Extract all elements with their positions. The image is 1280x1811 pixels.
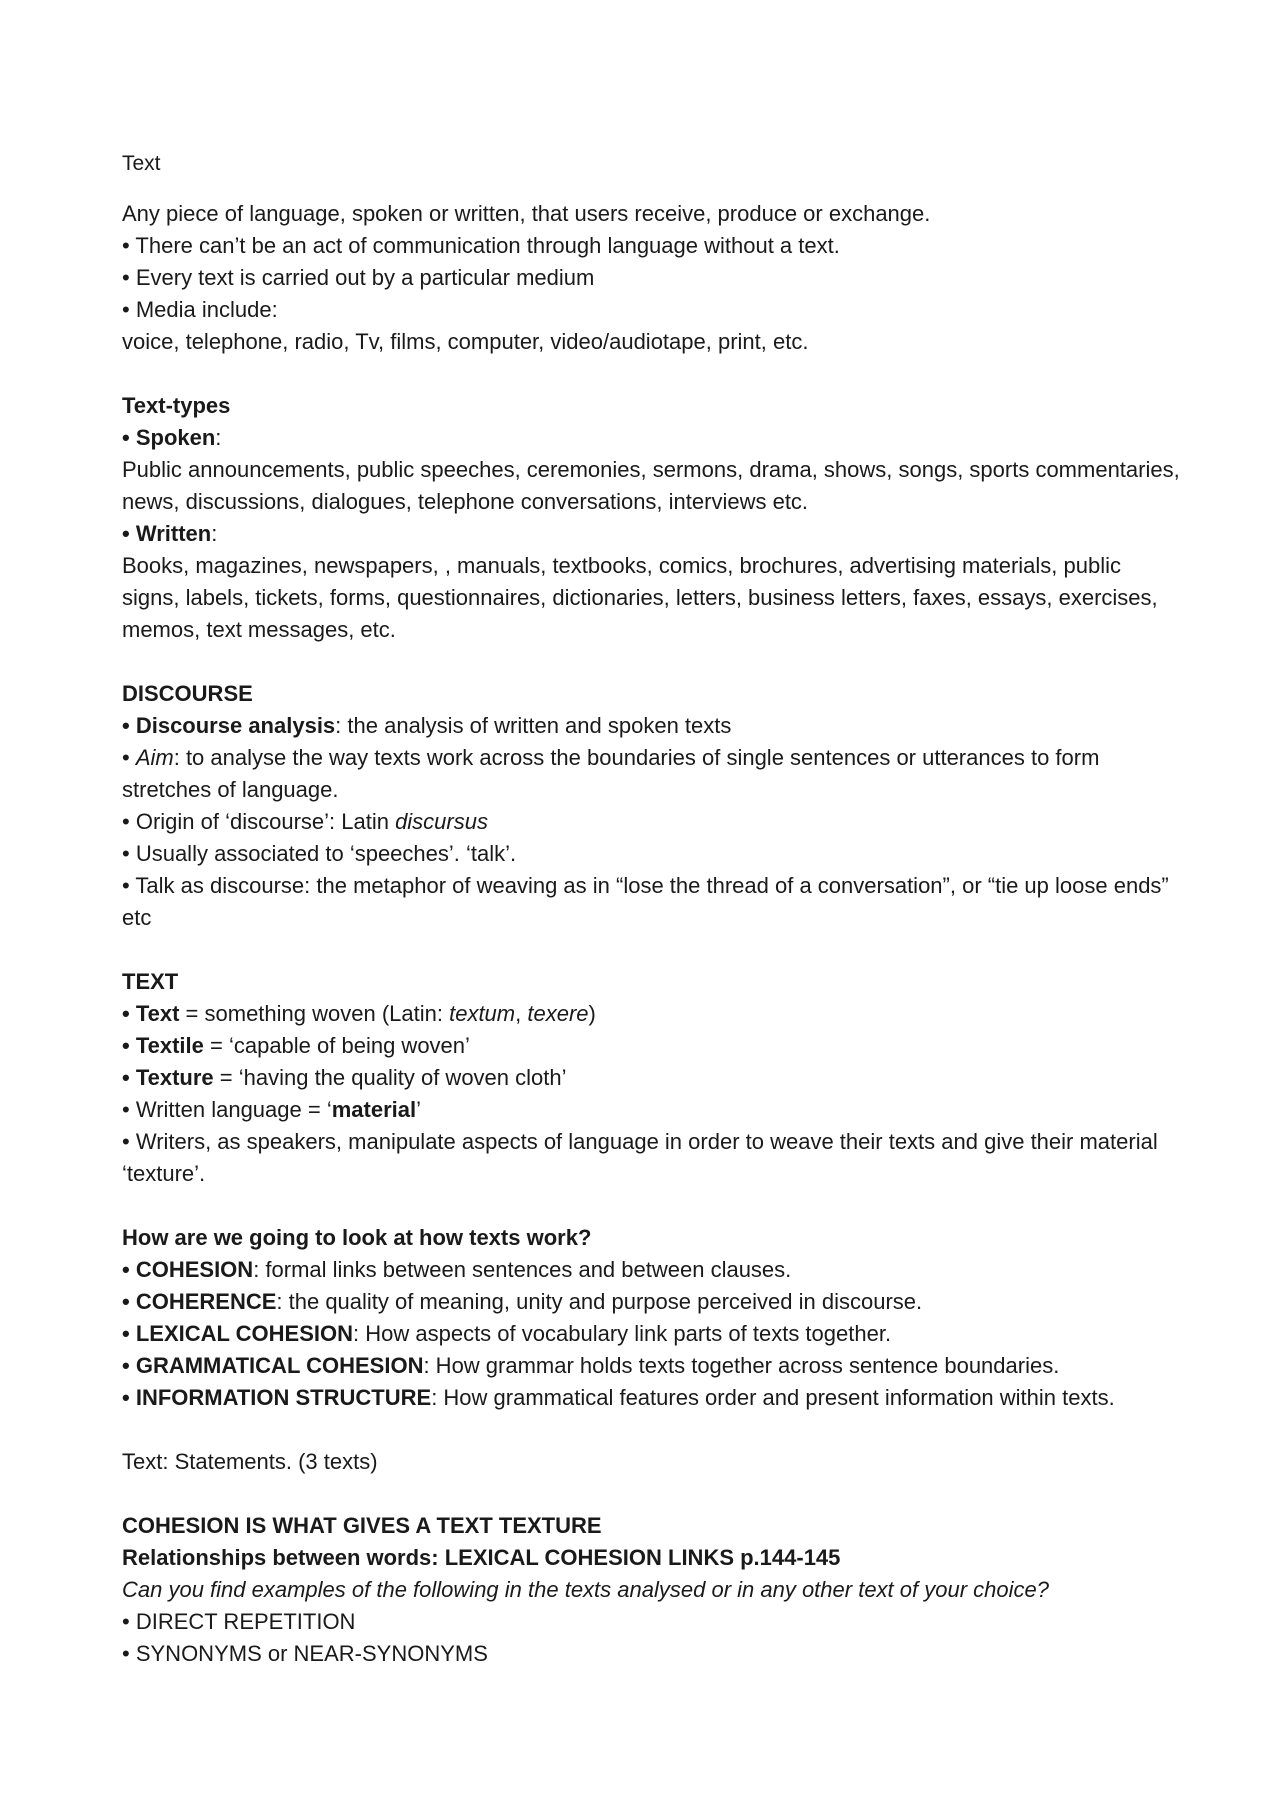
discourse-bullet: • Talk as discourse: the metaphor of weaving as in “lose the thread of a conversation”, or “tie up loose ends” etc (122, 873, 1169, 930)
text-bullet: • Textile = ‘capable of being woven’ (122, 1033, 470, 1058)
text-bullet: • Text = something woven (Latin: textum, texere) (122, 1001, 596, 1026)
how-item: • COHESION: formal links between sentences and between clauses. (122, 1257, 792, 1282)
statements-line: Text: Statements. (3 texts) (122, 1449, 378, 1474)
document-title: Text (122, 152, 161, 175)
document-page (122, 148, 1182, 1670)
written-list: Books, magazines, newspapers, , manuals, textbooks, comics, brochures, advertising materials, public signs, labels, tickets, forms, questionnaires, dictionaries, letters, business letters, faxes, essays, exercises, memos, text messages, etc. (122, 553, 1158, 642)
how-item: • INFORMATION STRUCTURE: How grammatical features order and present information within texts. (122, 1385, 1115, 1410)
written-bullet: • Written: (122, 521, 218, 546)
exercise-question: Can you find examples of the following in the texts analysed or in any other text of your choice? (122, 1577, 1049, 1602)
discourse-heading: DISCOURSE (122, 681, 253, 706)
bullet: • (122, 233, 130, 258)
text-bullet: • Written language = ‘material’ (122, 1097, 421, 1122)
how-item: • LEXICAL COHESION: How aspects of vocabulary link parts of texts together. (122, 1321, 892, 1346)
text-types-heading: Text-types (122, 393, 231, 418)
spoken-label: Spoken (135, 425, 216, 450)
text-heading: TEXT (122, 969, 179, 994)
how-item: • COHERENCE: the quality of meaning, unity and purpose perceived in discourse. (122, 1289, 923, 1314)
discourse-bullet: • Discourse analysis: the analysis of written and spoken texts (122, 713, 732, 738)
bullet: • (122, 297, 130, 322)
how-item: • GRAMMATICAL COHESION: How grammar holds texts together across sentence boundaries. (122, 1353, 1060, 1378)
intro-bullet: • Every text is carried out by a particular medium (122, 265, 595, 290)
text-bullet: • Texture = ‘having the quality of woven cloth’ (122, 1065, 567, 1090)
text-bullet: • Writers, as speakers, manipulate aspects of language in order to weave their texts and give their material ‘texture’. (122, 1129, 1158, 1186)
how-heading: How are we going to look at how texts work? (122, 1225, 592, 1250)
spoken-bullet: • Spoken: (122, 425, 222, 450)
discourse-bullet: • Aim: to analyse the way texts work across the boundaries of single sentences or utterances to form stretches of language. (122, 745, 1100, 802)
spoken-list: Public announcements, public speeches, ceremonies, sermons, drama, shows, songs, sports commentaries, news, discussions, dialogues, telephone conversations, interviews etc. (122, 457, 1180, 514)
lexical-links-heading: Relationships between words: LEXICAL COHESION LINKS p.144-145 (122, 1545, 841, 1570)
written-label: Written (135, 521, 212, 546)
bullet: • (122, 265, 130, 290)
intro-bullet: • There can’t be an act of communication through language without a text. (122, 233, 840, 258)
discourse-bullet: • Usually associated to ‘speeches’. ‘talk’. (122, 841, 517, 866)
intro-definition: Any piece of language, spoken or written, that users receive, produce or exchange. (122, 201, 931, 226)
cohesion-item: • DIRECT REPETITION (122, 1609, 356, 1634)
intro-bullet: • Media include: (122, 297, 278, 322)
cohesion-item: • SYNONYMS or NEAR-SYNONYMS (122, 1641, 488, 1666)
media-list: voice, telephone, radio, Tv, films, computer, video/audiotape, print, etc. (122, 329, 809, 354)
discourse-bullet: • Origin of ‘discourse’: Latin discursus (122, 809, 488, 834)
cohesion-heading: COHESION IS WHAT GIVES A TEXT TEXTURE (122, 1513, 602, 1538)
